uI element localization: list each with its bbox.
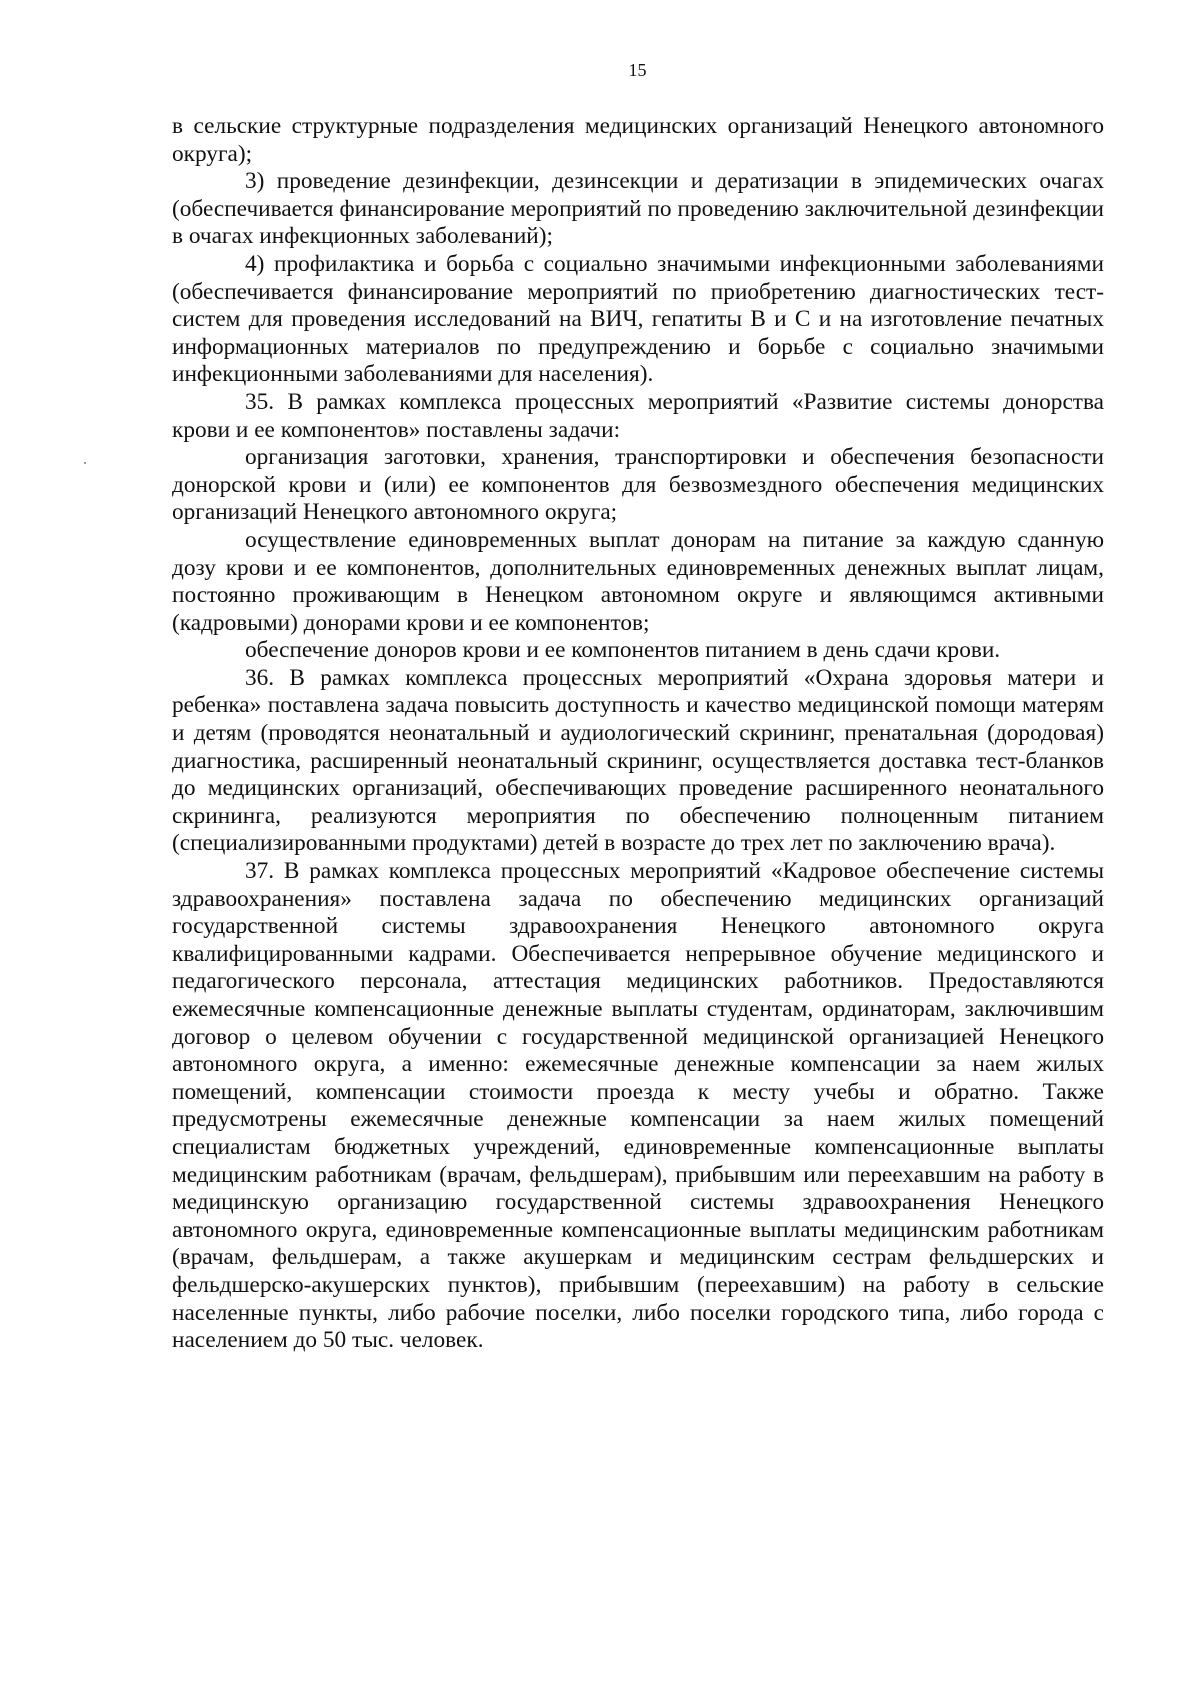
page-number: 15 <box>628 60 647 80</box>
paragraph-item-4-prevention: 4) профилактика и борьба с социально значимыми инфекционными заболеваниями (обеспечивается финансирование мероприятий по приобретению диагностических тест-систем для проведения исследований на ВИЧ, гепатиты В и С и на изготовление печатных информационных материалов по предупреждению и борьбе с социально значимыми инфекционными заболеваниями для населения). <box>172 250 1104 388</box>
paragraph-task-donor-payments: осуществление единовременных выплат донорам на питание за каждую сданную дозу крови и ее компонентов, дополнительных единовременных денежных выплат лицам, постоянно проживающим в Ненецком автономном округе и являющимся активными (кадровыми) донорами крови и ее компонентов; <box>172 526 1104 636</box>
paragraph-task-donor-meals: обеспечение доноров крови и ее компонентов питанием в день сдачи крови. <box>245 637 1001 664</box>
paragraph-36-maternal-health: 36. В рамках комплекса процессных мероприятий «Охрана здоровья матери и ребенка» поставлена задача повысить доступность и качество медицинской помощи матерям и детям (проводятся неонатальный и аудиологический скрининг, пренатальная (дородовая) диагностика, расширенный неонатальный скрининг, осуществляется доставка тест-бланков до медицинских организаций, обеспечивающих проведение расширенного неонатального скрининга, реализуются мероприятия по обеспечению полноценным питанием (специализированными продуктами) детей в возрасте до трех лет по заключению врача). <box>172 664 1104 857</box>
body-text <box>172 113 1104 1355</box>
paragraph-37-staffing: 37. В рамках комплекса процессных мероприятий «Кадровое обеспечение системы здравоохранения» поставлена задача по обеспечению медицинских организаций государственной системы здравоохранения Ненецкого автономного округа квалифицированными кадрами. Обеспечивается непрерывное обучение медицинского и педагогического персонала, аттестация медицинских работников. Предоставляются ежемесячные компенсационные денежные выплаты студентам, ординаторам, заключившим договор о целевом обучении с государственной медицинской организацией Ненецкого автономного округа, а именно: ежемесячные денежные компенсации за наем жилых помещений, компенсации стоимости проезда к месту учебы и обратно. Также предусмотрены ежемесячные денежные компенсации за наем жилых помещений специалистам бюджетных учреждений, единовременные компенсационные выплаты медицинским работникам (врачам, фельдшерам), прибывшим или переехавшим на работу в медицинскую организацию государственной системы здравоохранения Ненецкого автономного округа, единовременные компенсационные выплаты медицинским работникам (врачам, фельдшерам, а также акушеркам и медицинским сестрам фельдшерских и фельдшерско-акушерских пунктов), прибывшим (переехавшим) на работу в сельские населенные пункты, либо рабочие поселки, либо поселки городского типа, либо города с населением до 50 тыс. человек. <box>172 858 1104 1354</box>
scan-speck <box>84 462 86 464</box>
paragraph-35-blood-donation: 35. В рамках комплекса процессных мероприятий «Развитие системы донорства крови и ее компонентов» поставлены задачи: <box>172 388 1104 443</box>
paragraph-continuation: в сельские структурные подразделения медицинских организаций Ненецкого автономного округа); <box>172 113 1104 167</box>
paragraph-item-3-disinfection: 3) проведение дезинфекции, дезинсекции и дератизации в эпидемических очагах (обеспечивается финансирование мероприятий по проведению заключительной дезинфекции в очагах инфекционных заболеваний); <box>172 168 1104 250</box>
paragraph-task-blood-procurement: организация заготовки, хранения, транспортировки и обеспечения безопасности донорской крови и (или) ее компонентов для безвозмездного обеспечения медицинских организаций Ненецкого автономного округа; <box>172 444 1104 526</box>
